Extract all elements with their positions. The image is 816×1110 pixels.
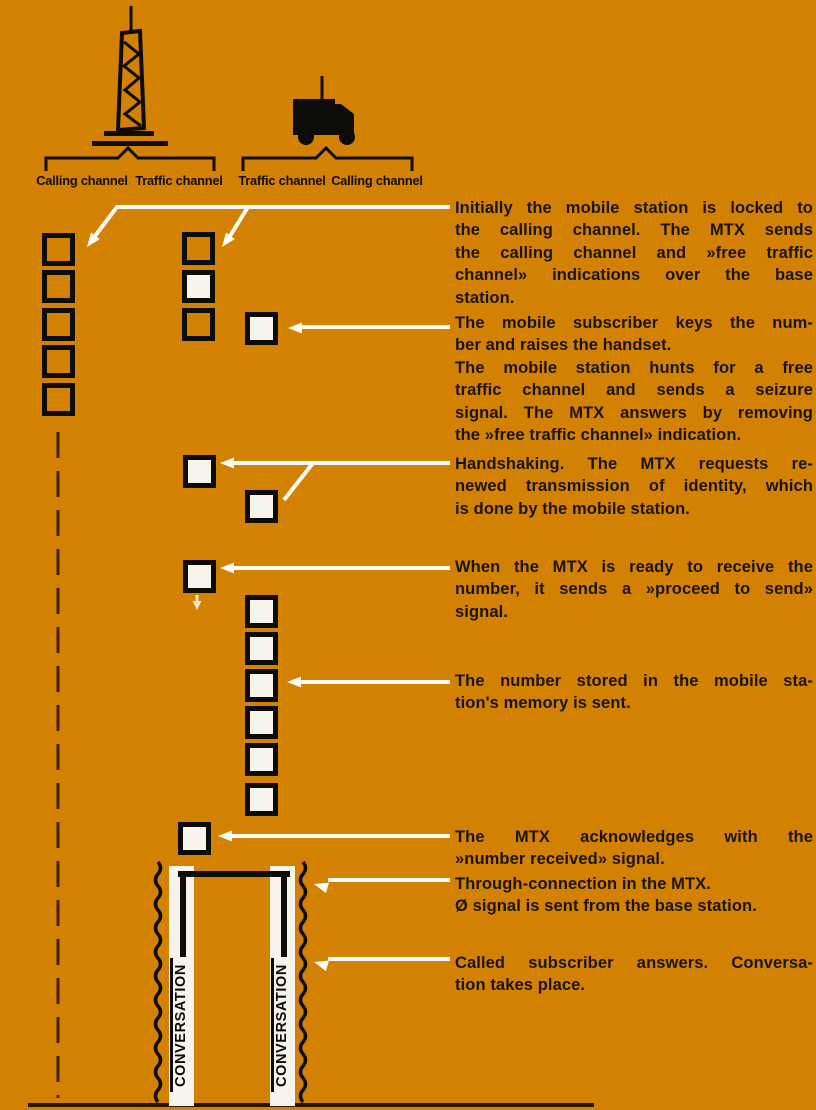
step-text-line: »number received» signal. [455, 850, 665, 869]
step-text-line: The mobile station hunts for a free [455, 358, 813, 377]
label-mobile-calling-channel: Calling channel [331, 173, 423, 188]
label-base-calling-channel: Calling channel [36, 173, 128, 188]
step-text-7 [455, 873, 813, 918]
step-text-4 [455, 556, 813, 623]
handshake-signal-mobile [245, 490, 278, 523]
traffic-channel-slot [182, 308, 215, 341]
number-digit-signal [245, 743, 278, 776]
conversation-label: CONVERSATION [274, 964, 290, 1088]
step-text-line: Handshaking. The MTX requests re- [455, 455, 813, 473]
step-text-line: Ø signal is sent from the base station. [455, 897, 757, 916]
step-text-line: The mobile subscriber keys the num- [455, 314, 813, 332]
step-text-line: the calling channel and »free traffic [455, 243, 813, 262]
conversation-band-left [169, 866, 194, 1106]
label-mobile-traffic-channel: Traffic channel [238, 173, 326, 188]
calling-channel-slot [42, 308, 75, 341]
traffic-channel-slot [182, 232, 215, 265]
step-text-5 [455, 670, 813, 715]
step-text-line: the »free traffic channel» indication. [455, 426, 742, 445]
number-digit-signal [245, 706, 278, 739]
proceed-to-send-signal [183, 560, 216, 593]
conversation-label: CONVERSATION [173, 964, 189, 1088]
page-bottom-edge [28, 1103, 594, 1107]
downward-send-arrow [193, 595, 202, 610]
step-text-line: tion takes place. [455, 976, 586, 995]
step-text-line: the calling channel. The MTX sends [455, 221, 813, 240]
step-text-line: Initially the mobile station is locked to [455, 199, 813, 217]
step-text-line: The MTX acknowledges with the [455, 828, 813, 846]
step-text-2 [455, 312, 813, 446]
number-digit-signal [245, 632, 278, 665]
step-text-line: ber and raises the handset. [455, 336, 672, 355]
step-text-line: newed transmission of identity, which [455, 477, 813, 496]
step-text-line: When the MTX is ready to receive the [455, 558, 813, 576]
free-traffic-channel-signal [182, 270, 215, 303]
truck-icon [293, 76, 355, 145]
calling-channel-slot [42, 233, 75, 266]
step-text-line: signal. [455, 602, 508, 621]
calling-channel-slot [42, 270, 75, 303]
number-received-signal [178, 822, 211, 855]
step-text-8 [455, 952, 813, 997]
step-text-line: Called subscriber answers. Conversa- [455, 954, 813, 972]
step-text-line: number, it sends a »proceed to send» [455, 580, 813, 599]
step-text-line: tion's memory is sent. [455, 694, 631, 713]
channel-brackets [46, 148, 412, 171]
number-digit-signal [245, 595, 278, 628]
step-text-line: Through-connection in the MTX. [455, 875, 711, 893]
number-digit-signal [245, 783, 278, 816]
step-text-line: channel» indications over the base [455, 266, 813, 285]
step-text-line: traffic channel and sends a seizure [455, 381, 813, 400]
step-text-line: is done by the mobile station. [455, 499, 690, 518]
step-text-3 [455, 453, 813, 520]
calling-channel-slot [42, 383, 75, 416]
step-text-6 [455, 826, 813, 871]
label-base-traffic-channel: Traffic channel [135, 173, 223, 188]
radio-tower-icon [92, 6, 168, 146]
step-text-line: station. [455, 288, 515, 307]
step-text-line: signal. The MTX answers by removing [455, 403, 813, 422]
handshake-signal-base [183, 455, 216, 488]
conversation-band-right [270, 866, 295, 1106]
step-text-line: The number stored in the mobile sta- [455, 672, 813, 690]
number-digit-signal [245, 669, 278, 702]
callout-arrowheads [87, 233, 329, 972]
seizure-signal [245, 312, 278, 345]
calling-channel-slot [42, 345, 75, 378]
step-text-1 [455, 197, 813, 309]
